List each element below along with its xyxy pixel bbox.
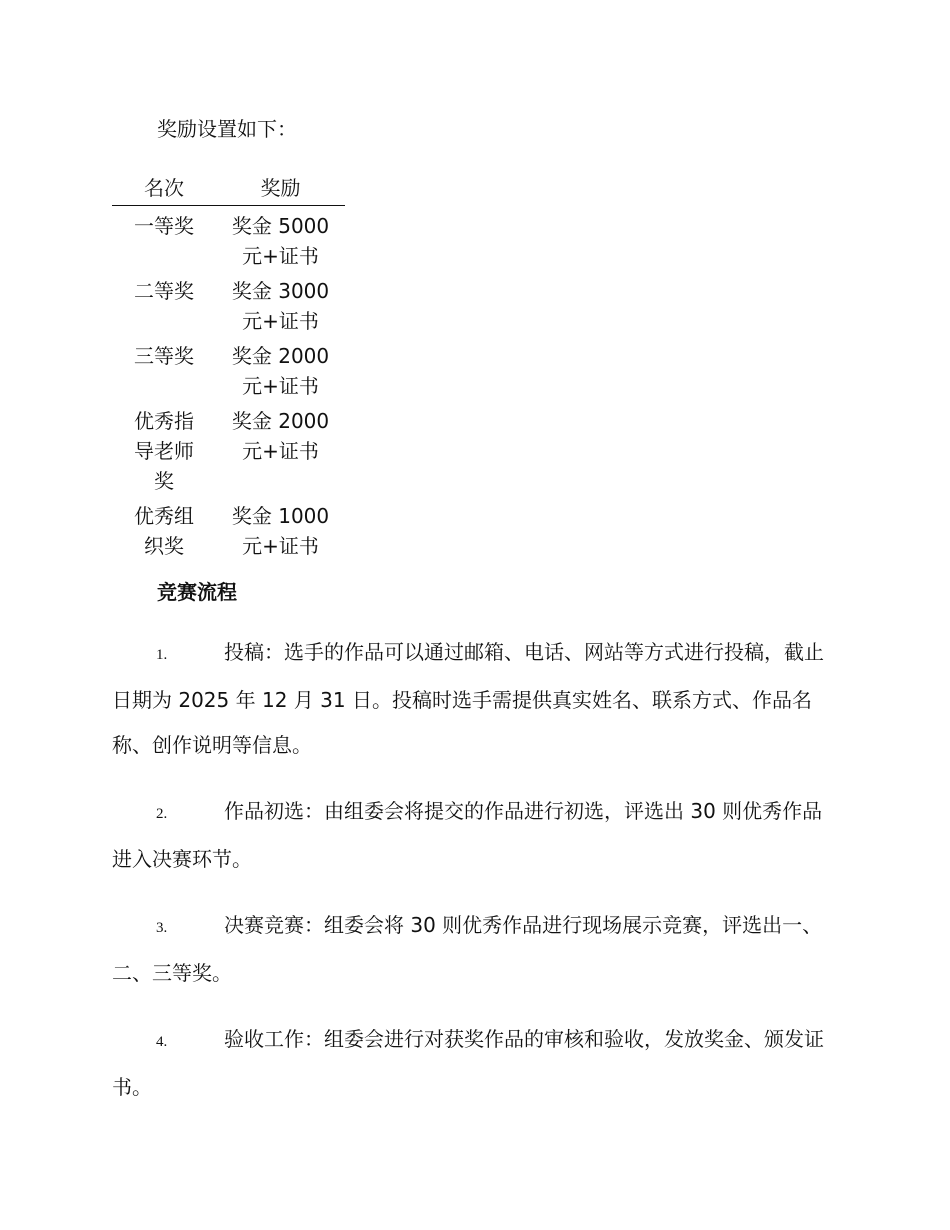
header-rank: 名次: [112, 173, 216, 206]
step-item: [112, 1017, 838, 1110]
prize-text: 奖金 2000 元+证书: [231, 409, 330, 463]
rank-cell: [112, 496, 216, 561]
section-title: 竞赛流程: [157, 580, 237, 604]
prize-text: 奖金 2000 元+证书: [231, 344, 330, 398]
step-number: 3.: [156, 920, 168, 936]
rank-cell: [112, 206, 216, 272]
step-text: 决赛竞赛：组委会将 30 则优秀作品进行现场展示竞赛，评选出一、二、三等奖。: [112, 913, 823, 985]
table-row: [112, 496, 345, 561]
rank-text: 二等奖: [134, 279, 194, 303]
prize-cell: [216, 336, 345, 401]
prize-cell: [216, 401, 345, 496]
step-text: 投稿：选手的作品可以通过邮箱、电话、网站等方式进行投稿，截止日期为 2025 年 12 月 31 日。投稿时选手需提供真实姓名、联系方式、作品名称、创作说明等信息。: [112, 640, 824, 757]
table-row: [112, 206, 345, 272]
rank-text: 一等奖: [134, 214, 194, 238]
prize-text: 奖金 5000 元+证书: [231, 214, 330, 268]
step-number: 4.: [156, 1034, 168, 1050]
rank-text: 优秀组织奖: [134, 504, 194, 558]
rank-text: 优秀指导老师奖: [134, 409, 194, 493]
step-item: [112, 789, 838, 882]
step-number: 2.: [156, 806, 168, 822]
intro-text: 奖励设置如下：: [157, 117, 297, 141]
table-row: [112, 401, 345, 496]
step-text: 作品初选：由组委会将提交的作品进行初选，评选出 30 则优秀作品进入决赛环节。: [112, 799, 823, 871]
prize-text: 奖金 3000 元+证书: [231, 279, 330, 333]
rank-cell: [112, 336, 216, 401]
prize-cell: [216, 496, 345, 561]
prize-text: 奖金 1000 元+证书: [231, 504, 330, 558]
rank-cell: [112, 401, 216, 496]
table-row: [112, 271, 345, 336]
step-item: [112, 630, 838, 768]
table-row: [112, 336, 345, 401]
step-text: 验收工作：组委会进行对获奖作品的审核和验收，发放奖金、颁发证书。: [112, 1027, 824, 1099]
prize-cell: [216, 271, 345, 336]
process-steps: [112, 630, 838, 1131]
table-header-row: [112, 173, 345, 206]
step-number: 1.: [156, 647, 168, 663]
rank-text: 三等奖: [134, 344, 194, 368]
header-prize: 奖励: [216, 173, 345, 206]
step-item: [112, 903, 838, 996]
award-table: [112, 173, 345, 561]
prize-cell: [216, 206, 345, 272]
rank-cell: [112, 271, 216, 336]
